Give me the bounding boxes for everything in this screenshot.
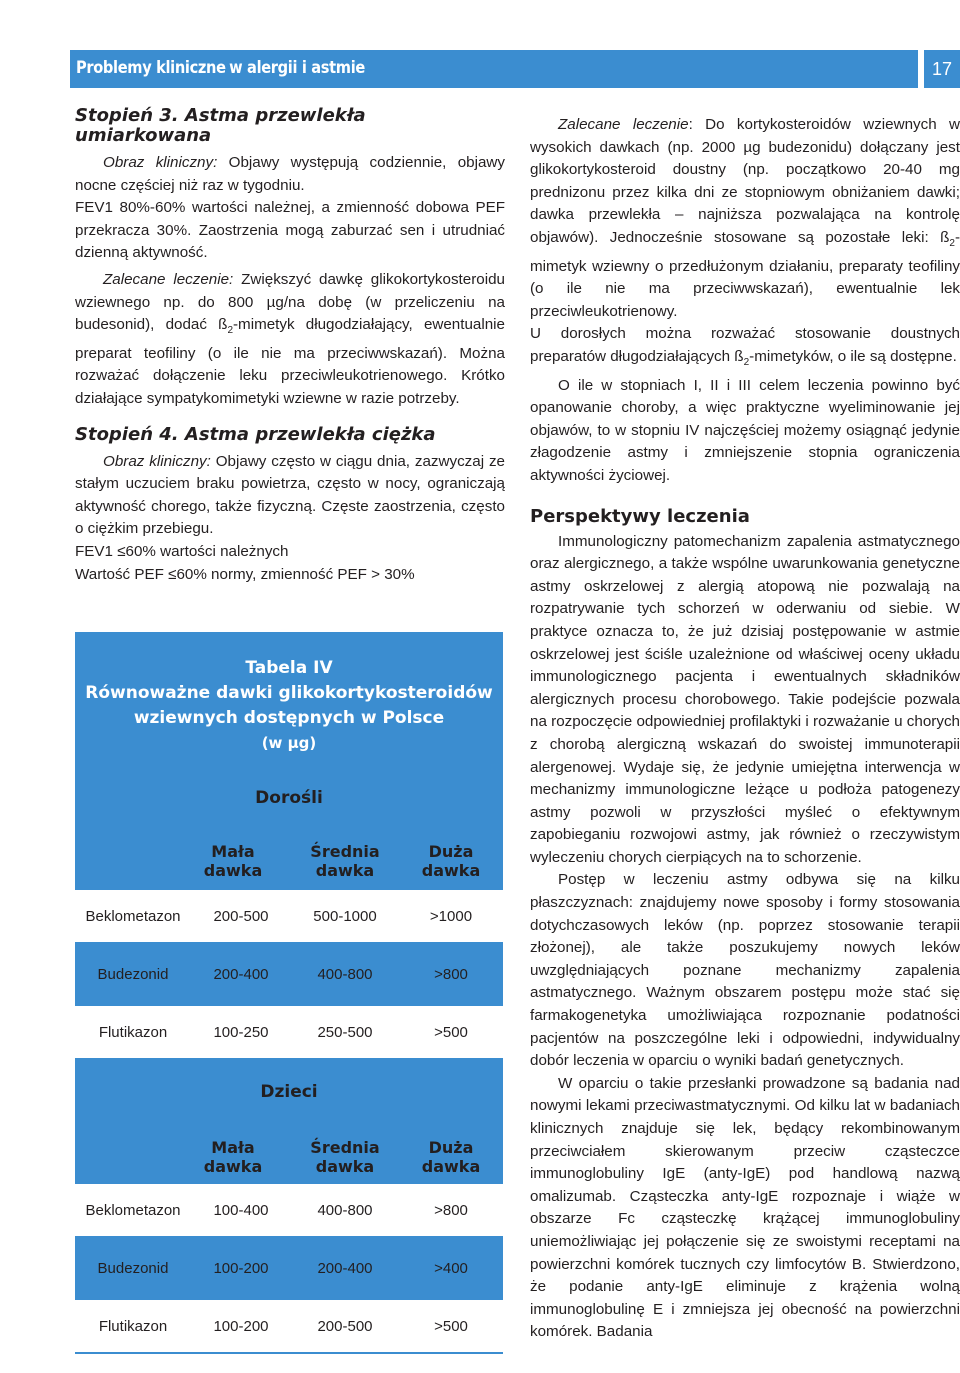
dose-high: >1000 (429, 907, 473, 925)
stage4-clinical (75, 451, 505, 541)
dose-high: >800 (434, 1201, 468, 1219)
stage4-pef: Wartość PEF ≤60% normy, zmienność PEF > 30% (75, 565, 415, 583)
section-heading: Perspektywy leczenia (530, 505, 750, 527)
dose-mid: 200-400 (317, 1259, 373, 1277)
table-title-line3: wziewnych dostępnych w Polsce (133, 708, 445, 728)
right-column (530, 114, 960, 1344)
table-row (75, 1300, 503, 1352)
right-oral-paragraph (530, 323, 960, 374)
adults-dose-header (75, 828, 503, 894)
dose-low: 100-400 (213, 1201, 269, 1219)
stage3-treatment-sub: 2 (227, 325, 233, 337)
table-title-line1: Tabela IV (245, 658, 333, 678)
table-row (75, 1242, 503, 1294)
table-row (75, 948, 503, 1000)
dose-low: 100-200 (213, 1259, 269, 1277)
children-dose-header (75, 1124, 503, 1190)
perspectives-paragraph-1: Immunologiczny patomechanizm zapalenia astmatycznego oraz alergicznego, a także wspólne uwarunkowania genetyczne astmy oskrzelowej z alergią atopową nie pozwalają na rozpatrywanie tych schorzeń w oderwaniu od siebie. W praktyce oznacza to, że już dzisiaj postępowanie w astmie oskrzelowej jest ściśle uzależnione od właściwej oceny układu immunologicznego pacjenta i ewentualnych składników alergicznych procesu chorobowego. Takie podejście pozwala na rozpoczęcie odpowiedniej profilaktyki i rozważanie u chorych z chorobą alergiczną wskazań do swoistej immunoterapii alergenowej. Wydaje się, że jedynie umiejętna interwencja w mechanizmy immunologiczne leżące u podłoża patogenezy astmy pozwoli w przyszłości myśleć o efektywnym zapobieganiu rozwojowi astmy, jak również o rzeczywistym wyleczeniu chorych cierpiących na to schorzenie. (530, 532, 960, 866)
table-title-line2: Równoważne dawki glikokortykosteroidów (85, 683, 493, 703)
stage3-treatment-text-a: Zwiększyć dawkę glikokortykosteroidu wziewnego np. do 800 µg/na dobę (w przeliczeniu na budesonid), dodać ß (75, 270, 505, 334)
adults-dose-high-header: Duża dawka (421, 842, 481, 880)
drug-name: Budezonid (97, 965, 169, 983)
right-treatment-text-a: : Do kortykosteroidów wziewnych w wysokich dawkach (np. 2000 µg budezonidu) dołączany jest glikokortykosteroid doustny (np. początkowo 20-40 mg prednizonu przez kilka dni ze stopniowym obniżaniem dawki; dawka przewlekła – najniższa pozwalająca na kontrolę objawów). Jednocześnie stosowane są pozostałe leki: ß (530, 116, 960, 246)
table-row (75, 890, 503, 942)
right-treatment-label: Zalecane leczenie (558, 116, 689, 133)
right-treatment-text-b: -mimetyk wziewny o przedłużonym działaniu, preparaty teofiliny (o ile nie ma przeciwwskazań), ewentualnie lek przeciwleukotrienowy. (530, 228, 960, 320)
dose-low: 200-500 (213, 907, 269, 925)
adults-dose-low-header: Mała dawka (203, 842, 263, 880)
right-oral-sub: 2 (743, 357, 750, 368)
right-goal-paragraph: O ile w stopniach I, II i III celem leczenia powinno być opanowanie choroby, a więc praktyczne wyeliminowanie jej objawów, to w stopniu IV najczęściej możemy osiągnąć jedynie złagodzenie astmy i zmniejszenie stopnia ograniczenia aktywności życiowej. (530, 376, 960, 484)
stage3-heading-line2: umiarkowana (75, 125, 212, 146)
running-header (0, 50, 960, 88)
adults-dose-mid-header: Średnia dawka (310, 842, 380, 880)
dose-mid: 500-1000 (313, 907, 377, 925)
dose-high: >400 (434, 1259, 468, 1277)
dose-high: >500 (434, 1023, 468, 1041)
stage4-fev: FEV1 ≤60% wartości należnych (75, 542, 289, 560)
stage3-clinical-text: Objawy występują codziennie, objawy nocne częściej niż raz w tygodniu. (75, 154, 505, 194)
stage3-heading (75, 106, 505, 146)
dose-low: 100-250 (213, 1023, 269, 1041)
right-treatment-paragraph (530, 114, 960, 323)
header-title-part2: w alergii i astmie (229, 58, 365, 78)
children-dose-high-header: Duża dawka (421, 1138, 481, 1176)
children-label: Dzieci (260, 1082, 318, 1102)
stage3-treatment-text-b: -mimetyk długodziałający, ewentualnie preparat teofiliny (o ile nie ma przeciwwskazań). Można rozważać dołączenie leku przeciwleukotrienowego. Krótko działające sympatykomimetyki wziewne w razie potrzeby. (75, 316, 505, 407)
stage3-treatment-label: Zalecane leczenie: (103, 270, 234, 288)
header-title-part1: Problemy kliniczne (76, 58, 226, 78)
header-title (76, 58, 365, 78)
drug-name: Beklometazon (85, 1201, 181, 1219)
dose-high: >800 (434, 965, 468, 983)
drug-name: Beklometazon (85, 907, 181, 925)
dose-high: >500 (434, 1317, 468, 1335)
dose-mid: 250-500 (317, 1023, 373, 1041)
right-treatment-sub: 2 (949, 238, 955, 249)
drug-name: Flutikazon (98, 1317, 168, 1335)
children-dose-mid-header: Średnia dawka (310, 1138, 380, 1176)
table-row (75, 1006, 503, 1058)
stage4-clinical-label: Obraz kliniczny: (103, 452, 211, 470)
dose-table (75, 632, 503, 1354)
stage3-fev: FEV1 80%-60% wartości należnej, a zmienność dobowa PEF przekracza 30%. Zaostrzenia mogą zaburzać sen i utrudniać dzienną aktywność. (75, 199, 505, 262)
perspectives-paragraph-3: W oparciu o takie przesłanki prowadzone są badania nad nowymi lekami przeciwastmatycznymi. Od kilku lat w badaniach klinicznych znajduje się lek, będący rekombinowanym przeciwciałem skierowanym przeciw cząsteczce immunoglobuliny IgE (anty-IgE) pod handlową nazwą omalizumab. Cząsteczka anty-IgE rozpoznaje i wiąże w obszarze Fc cząsteczkę krążącej immunoglobuliny uniemożliwiając jej połączenie się ze swoistymi receptami na powierzchni komórek tucznych czy limfocytów B. Stwierdzono, że podanie anty-IgE eliminuje z krążenia wolną immunoglobulinę E i zmniejsza jej obecność na powierzchni komórek. Badania (530, 1074, 960, 1341)
right-oral-text-a: U dorosłych można rozważać stosowanie doustnych preparatów długodziałających ß (530, 325, 960, 365)
header-band (70, 50, 918, 88)
table-title-unit: (w µg) (261, 734, 317, 752)
dose-mid: 400-800 (317, 965, 373, 983)
adults-label: Dorośli (255, 788, 323, 808)
table-row (75, 1184, 503, 1236)
table-title (75, 656, 503, 756)
left-column (75, 106, 505, 586)
children-dose-low-header: Mała dawka (203, 1138, 263, 1176)
drug-name: Budezonid (97, 1259, 169, 1277)
dose-mid: 400-800 (317, 1201, 373, 1219)
right-oral-text-b: -mimetyków, o ile są dostępne. (749, 347, 957, 365)
stage3-clinical-label: Obraz kliniczny: (103, 154, 218, 171)
dose-low: 100-200 (213, 1317, 269, 1335)
stage3-clinical (75, 152, 505, 197)
stage3-heading-line1: Stopień 3. Astma przewlekła (75, 105, 366, 126)
stage4-heading: Stopień 4. Astma przewlekła ciężka (75, 423, 436, 445)
page-number: 17 (918, 50, 960, 88)
stage4-clinical-text: Objawy często w ciągu dnia, zazwyczaj ze stałym uczuciem braku powietrza, często w nocy, ograniczają aktywność chorego, także fizyczną. Częste zaostrzenia, często o ciężkim przebiegu. (75, 452, 505, 538)
perspectives-paragraph-2: Postęp w leczeniu astmy odbywa się na kilku płaszczyznach: znajdujemy nowe sposoby i formy stosowania dotychczasowych leków (np. poprzez stosowanie terapii złożonej), ale także poszukujemy nowych leków uwzględniających poznane mechanizmy zapalenia astmatycznego. Ważnym obszarem postępu może stać się farmakogenetyka umożliwiająca rozpoznanie podatności pacjentów na poszczególne leki i odpowiedni, indywidualny dobór leczenia w oparciu o wyniki badań genetycznych. (530, 871, 960, 1070)
dose-low: 200-400 (213, 965, 269, 983)
dose-mid: 200-500 (317, 1317, 373, 1335)
stage3-treatment (75, 269, 505, 411)
drug-name: Flutikazon (98, 1023, 168, 1041)
